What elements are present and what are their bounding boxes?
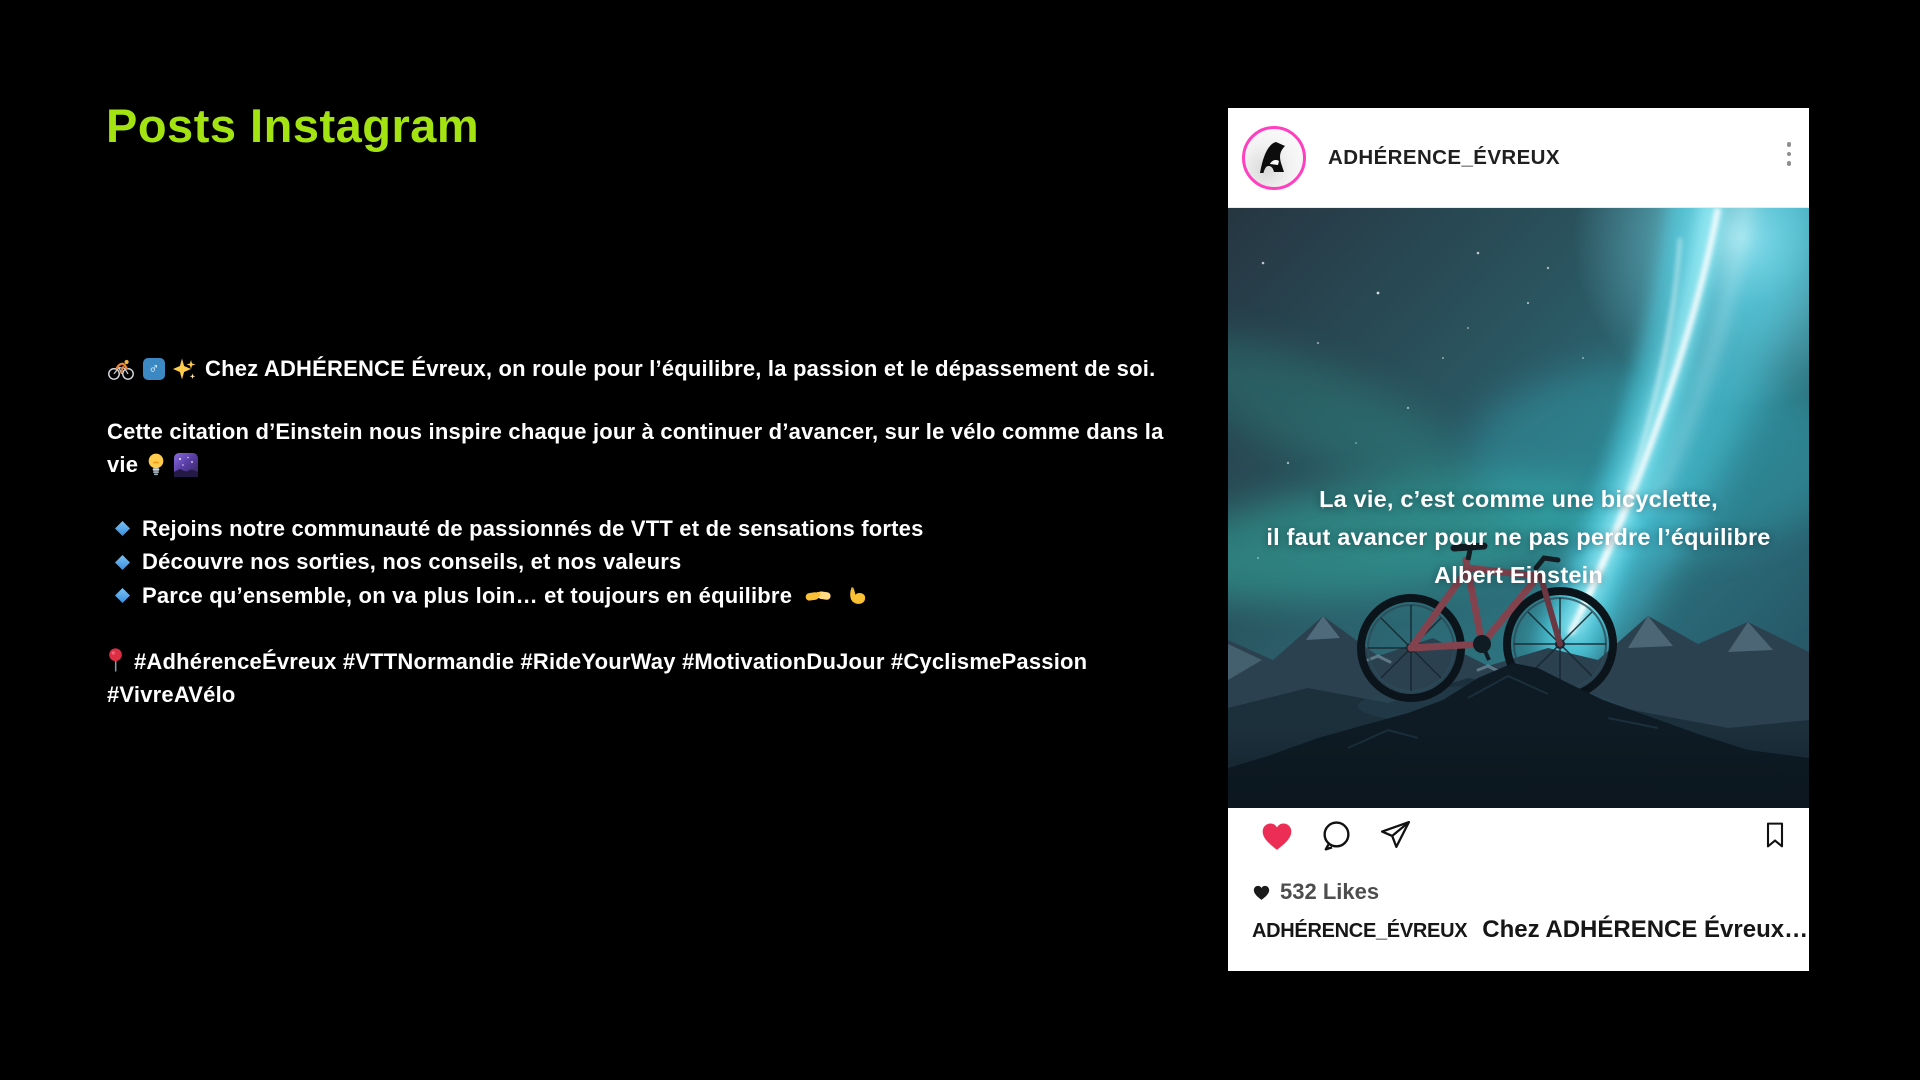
caption-row bbox=[1252, 916, 1808, 944]
instagram-post-footer bbox=[1228, 808, 1809, 971]
quote-line-1: La vie, c’est comme une bicyclette, bbox=[1319, 486, 1718, 512]
bullet-item bbox=[107, 512, 924, 546]
blue-diamond-icon bbox=[115, 555, 130, 570]
paragraph-1-text: Chez ADHÉRENCE Évreux, on roule pour l’équilibre, la passion et le dépassement de soi. bbox=[205, 355, 1156, 381]
quote-overlay bbox=[1228, 480, 1809, 594]
avatar[interactable] bbox=[1242, 126, 1306, 190]
post-copy-bullets bbox=[107, 512, 924, 613]
handshake-icon bbox=[804, 586, 834, 606]
bullet-item bbox=[107, 579, 924, 613]
milky-way-icon bbox=[174, 453, 198, 477]
cyclist-icon bbox=[107, 357, 135, 381]
post-copy-paragraph-1 bbox=[107, 352, 1155, 386]
blue-diamond-icon bbox=[115, 588, 130, 603]
post-image bbox=[1228, 208, 1809, 808]
bullet-2-text: Découvre nos sorties, nos conseils, et nos valeurs bbox=[142, 549, 682, 575]
more-options-icon[interactable] bbox=[1787, 142, 1792, 166]
likes-row[interactable] bbox=[1252, 879, 1379, 905]
like-heart-icon[interactable] bbox=[1260, 820, 1294, 852]
bookmark-icon[interactable] bbox=[1761, 819, 1789, 856]
male-sign-icon: ♂ bbox=[143, 358, 165, 380]
instagram-post-card bbox=[1228, 108, 1809, 971]
caption-username[interactable]: ADHÉRENCE_ÉVREUX bbox=[1252, 920, 1468, 942]
likes-heart-icon bbox=[1252, 884, 1271, 901]
adherence-logo-icon bbox=[1252, 136, 1296, 180]
header-username[interactable]: ADHÉRENCE_ÉVREUX bbox=[1328, 145, 1560, 169]
paragraph-2-line-1: Cette citation d’Einstein nous inspire chaque jour à continuer d’avancer, sur le vélo comme dans la bbox=[107, 418, 1164, 444]
post-copy-hashtags bbox=[107, 645, 1087, 712]
round-pushpin-icon bbox=[107, 648, 124, 675]
share-icon[interactable] bbox=[1379, 819, 1412, 852]
bullet-1-text: Rejoins notre communauté de passionnés de VTT et de sensations fortes bbox=[142, 515, 924, 541]
caption-text: Chez ADHÉRENCE Évreux… bbox=[1482, 916, 1809, 943]
light-bulb-icon bbox=[146, 452, 166, 478]
quote-attribution: Albert Einstein bbox=[1434, 562, 1603, 588]
likes-count: 532 Likes bbox=[1280, 879, 1380, 904]
sparkles-icon bbox=[173, 357, 197, 381]
comment-icon[interactable] bbox=[1320, 819, 1353, 852]
paragraph-2-line-2: vie bbox=[107, 452, 139, 478]
flexed-biceps-icon bbox=[846, 585, 868, 607]
bullet-3-text: Parce qu’ensemble, on va plus loin… et toujours en équilibre bbox=[142, 582, 793, 608]
hashtags-line-1: #AdhérenceÉvreux #VTTNormandie #RideYourWay #MotivationDuJour #CyclismePassion bbox=[134, 648, 1088, 674]
quote-line-2: il faut avancer pour ne pas perdre l’équilibre bbox=[1266, 524, 1771, 550]
page-title: Posts Instagram bbox=[106, 99, 480, 152]
instagram-post-header bbox=[1228, 108, 1809, 208]
post-copy-paragraph-2 bbox=[107, 415, 1164, 482]
blue-diamond-icon bbox=[115, 521, 130, 536]
hashtags-line-2: #VivreAVélo bbox=[107, 682, 236, 708]
bullet-item bbox=[107, 546, 924, 580]
